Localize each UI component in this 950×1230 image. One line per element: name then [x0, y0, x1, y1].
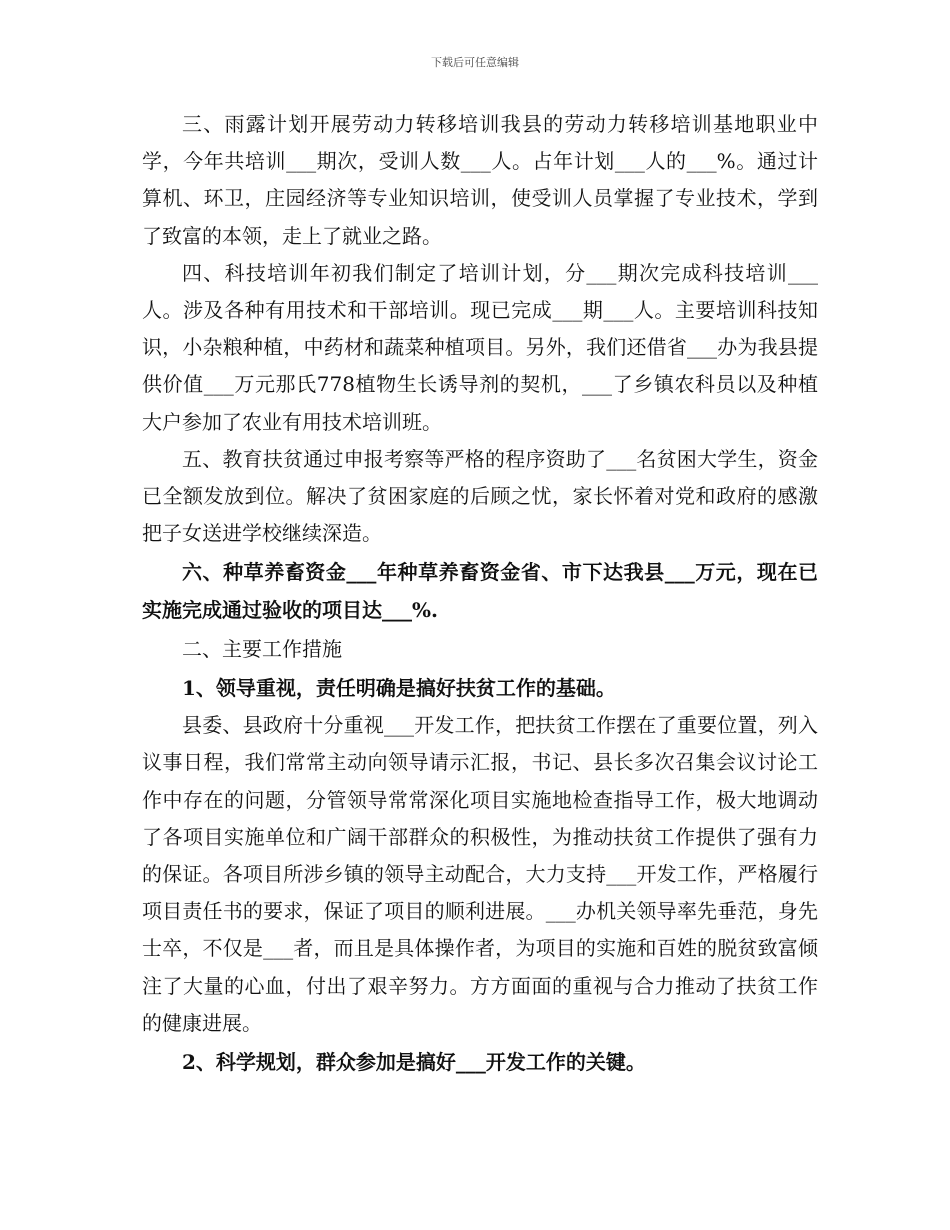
- paragraph-education-aid: 五、教育扶贫通过申报考察等严格的程序资助了___名贫困大学生，资金已全额发放到位。解决了贫困家庭的后顾之忧，家长怀着对党和政府的感激把子女送进学校继续深造。: [142, 446, 818, 546]
- paragraph-grass-livestock: 六、种草养畜资金___年种草养畜资金省、市下达我县___万元，现在已实施完成通过验收的项目达___%.: [142, 560, 818, 622]
- subheading-leadership: 1、领导重视，责任明确是搞好扶贫工作的基础。: [182, 676, 616, 701]
- paragraph-leadership-detail: 县委、县政府十分重视___开发工作，把扶贫工作摆在了重要位置，列入议事日程，我们常常主动向领导请示汇报，书记、县长多次召集会议讨论工作中存在的问题，分管领导常常深化项目实施地检查指导工作，极大地调动了各项目实施单位和广阔干部群众的积极性，为推动扶贫工作提供了强有力的保证。各项目所涉乡镇的领导主动配合，大力支持___开发工作，严格履行项目责任书的要求，保证了项目的顺利进展。___办机关领导率先垂范，身先士卒，不仅是___者，而且是具体操作者，为项目的实施和百姓的脱贫致富倾注了大量的心血，付出了艰辛努力。方方面面的重视与合力推动了扶贫工作的健康进展。: [142, 713, 818, 1035]
- paragraph-rain-dew-plan: 三、雨露计划开展劳动力转移培训我县的劳动力转移培训基地职业中学，今年共培训___期次，受训人数___人。占年计划___人的___%。通过计算机、环卫，庄园经济等专业知识培训，使受训人员掌握了专业技术，学到了致富的本领，走上了就业之路。: [142, 112, 818, 248]
- page-header-note: 下载后可任意编辑: [431, 56, 519, 69]
- section-heading-measures: 二、主要工作措施: [182, 636, 342, 661]
- paragraph-tech-training: 四、科技培训年初我们制定了培训计划，分___期次完成科技培训___人。涉及各种有用技术和干部培训。现已完成___期___人。主要培训科技知识，小杂粮种植，中药材和蔬菜种植项目。另外，我们还借省___办为我县提供价值___万元那氏778植物生长诱导剂的契机，___了乡镇农科员以及种植大户参加了农业有用技术培训班。: [142, 260, 818, 434]
- document-body: [142, 106, 818, 1081]
- subheading-planning: 2、科学规划，群众参加是搞好___开发工作的关键。: [182, 1050, 646, 1075]
